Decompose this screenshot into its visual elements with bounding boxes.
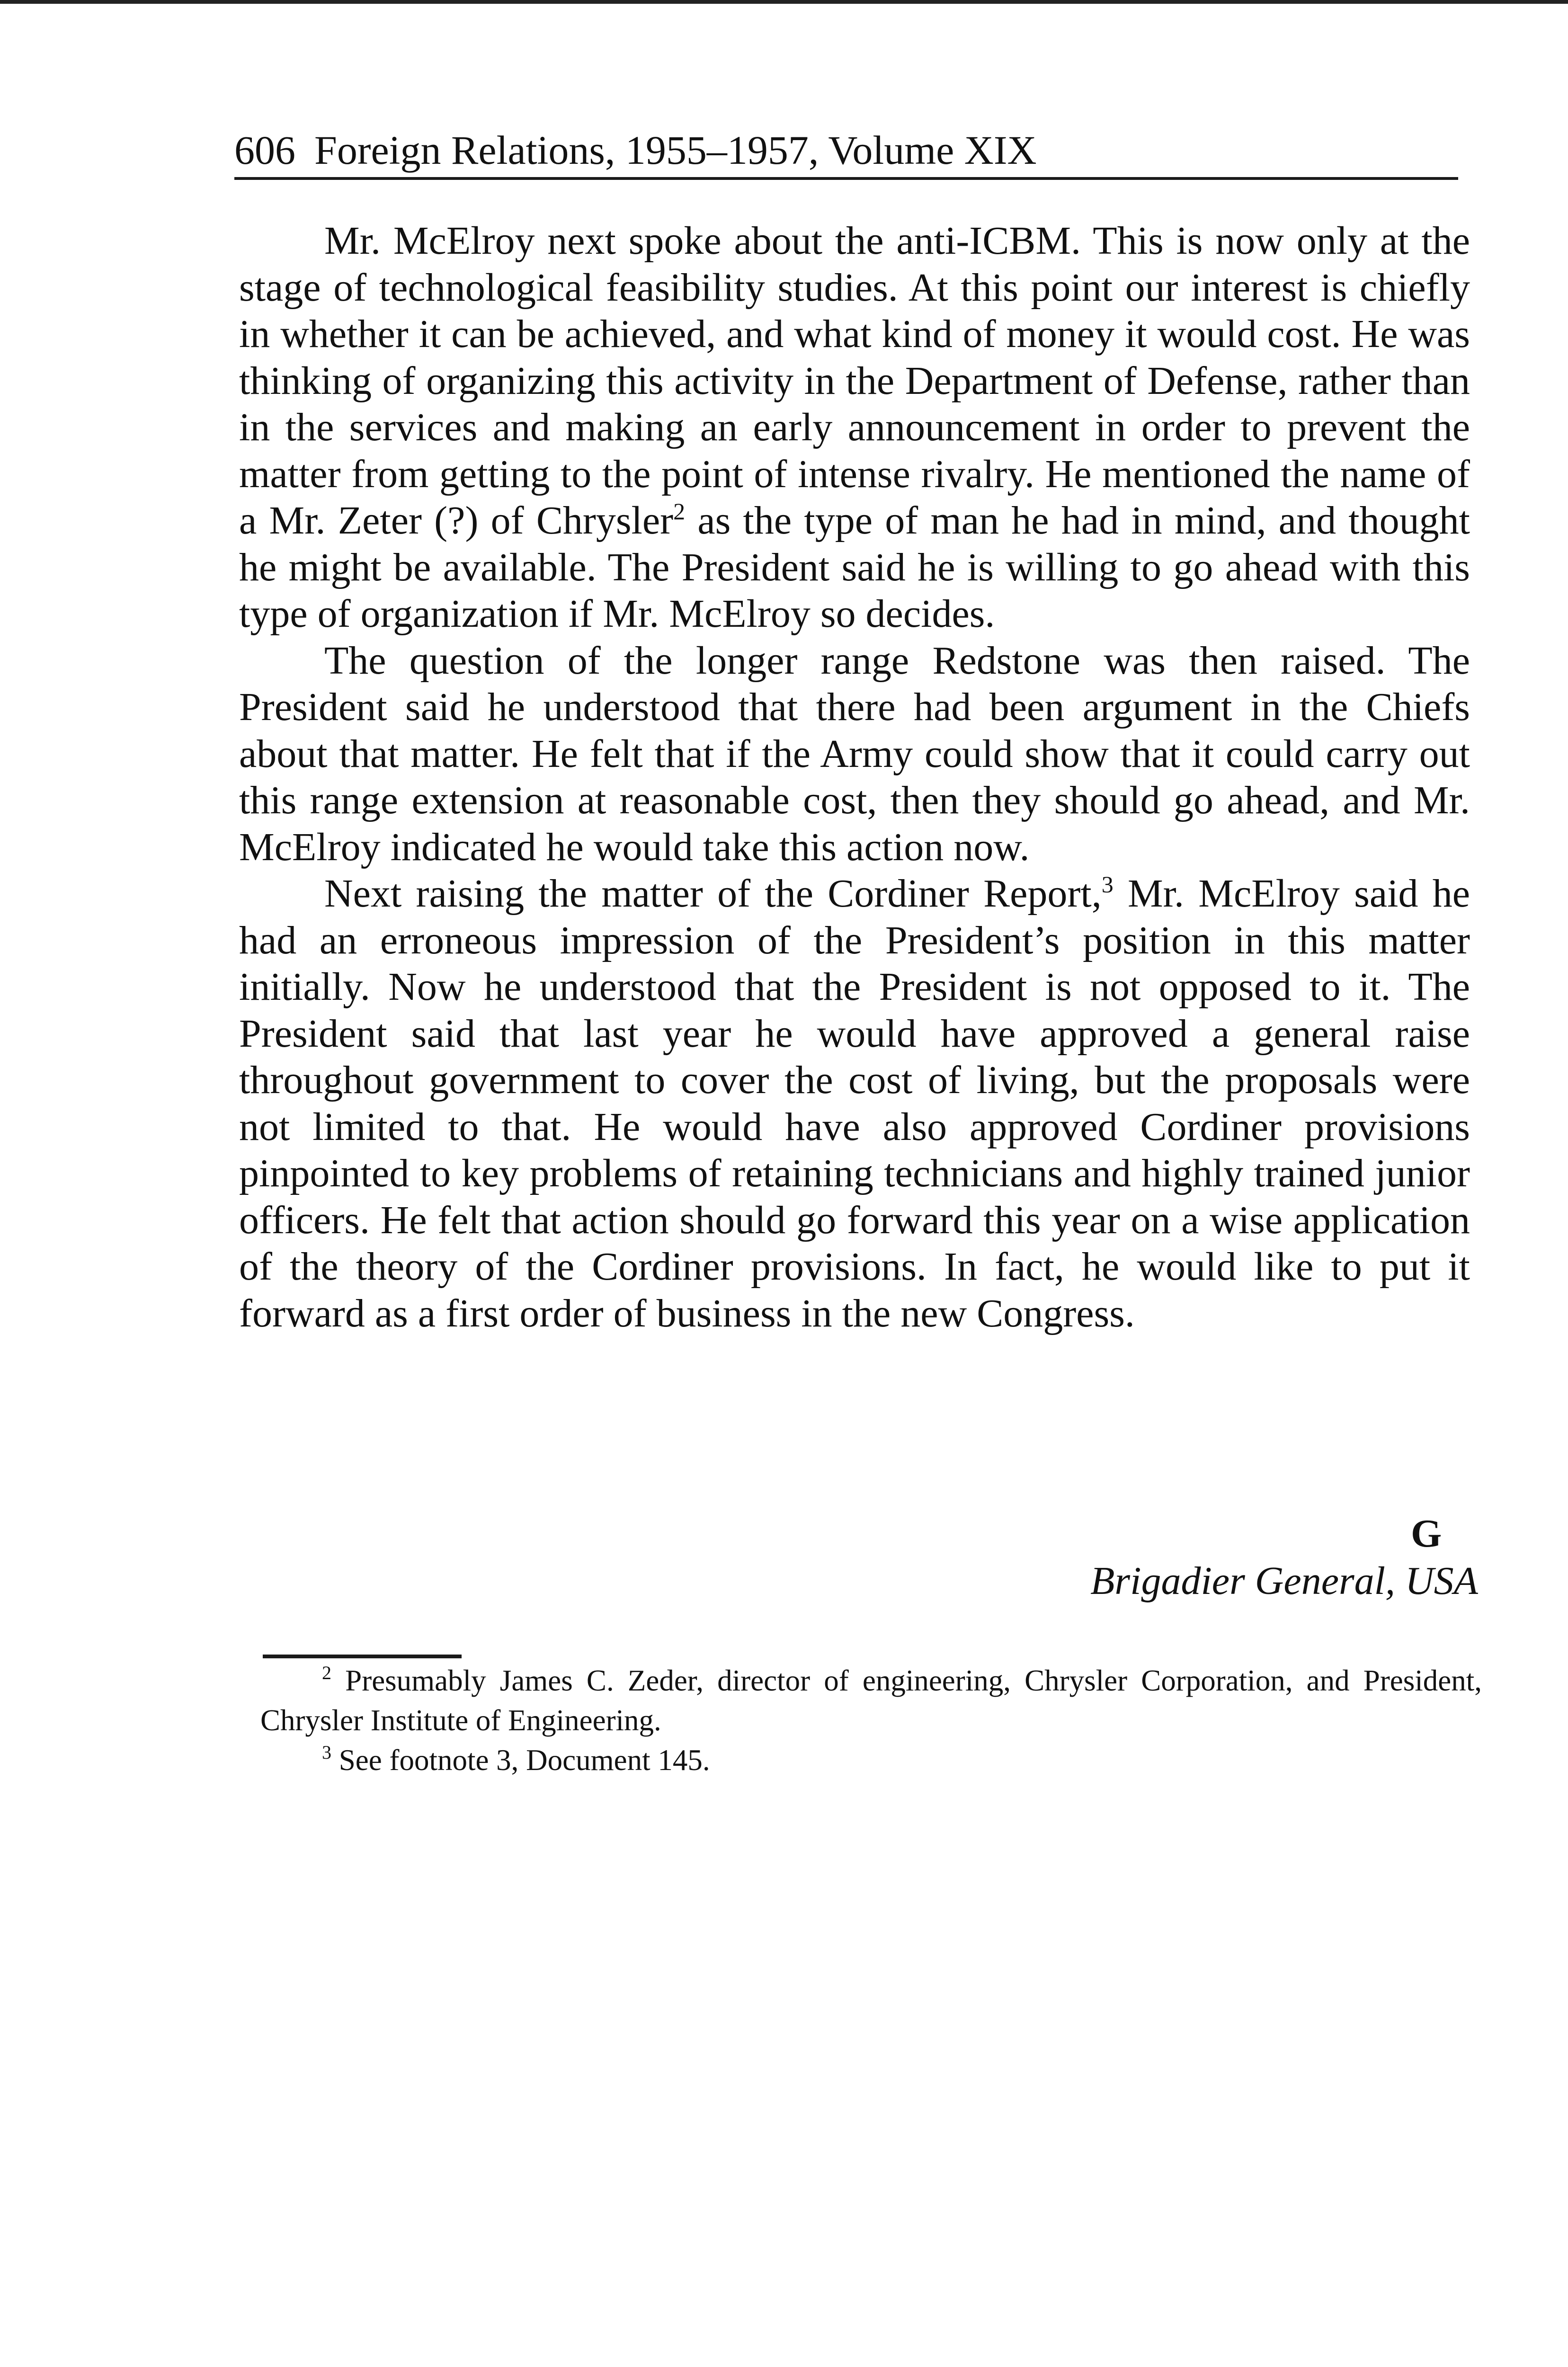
paragraph-redstone <box>239 638 1470 871</box>
header-text <box>234 124 1037 176</box>
footnote-divider <box>263 1655 462 1658</box>
footnote-2 <box>260 1661 1482 1740</box>
paragraph-text: Next raising the matter of the Cordiner Report, <box>324 872 1102 916</box>
footnotes <box>260 1661 1482 1780</box>
volume-title: Foreign Relations, 1955–1957, Volume XIX <box>314 127 1037 173</box>
paragraph-text: Mr. McElroy next spoke about the anti-ICBM. This is now only at the stage of technological feasibility studies. At this point our interest is chiefly in whether it can be achieved, and what kind of money it would cost. He was thinking of organizing this activity in the Department of Defense, rather than in the services and making an early announcement in order to prevent the matter from getting to the point of intense rivalry. He mentioned the name of a Mr. Zeter (?) of Chrysler <box>239 219 1470 543</box>
paragraph-text: as the type of man he had in mind, and thought he might be available. The President said he is willing to go ahead with this type of organization if Mr. McElroy so decides. <box>239 498 1470 636</box>
page-top-edge <box>0 0 1568 4</box>
document-body <box>239 218 1470 1337</box>
signature-title: Brigadier General, USA <box>1090 1559 1478 1603</box>
paragraph-text: Mr. McElroy said he had an erroneous impression of the President’s position in this matter initially. Now he understood that the President is not opposed to it. The President said that last year he would have approved a general raise throughout government to cover the cost of living, but the proposals were not limited to that. He would have also approved Cordiner provisions pinpointed to key problems of retaining technicians and highly trained junior officers. He felt that action should go forward this year on a wise application of the theory of the Cordiner provisions. In fact, he would like to put it forward as a first order of business in the new Congress. <box>239 872 1470 1335</box>
footnote-text: See footnote 3, Document 145. <box>339 1744 710 1777</box>
footnote-marker: 2 <box>322 1662 331 1683</box>
paragraph-anti-icbm <box>239 218 1470 638</box>
footnote-ref-3: 3 <box>1101 871 1114 898</box>
running-header <box>234 124 1458 180</box>
footnote-text: Presumably James C. Zeder, director of engineering, Chrysler Corporation, and President, Chrysler Institute of Engineering. <box>260 1664 1482 1737</box>
page-number: 606 <box>234 127 295 173</box>
paragraph-text: The question of the longer range Redstone was then raised. The President said he understood that there had been argument in the Chiefs about that matter. He felt that if the Army could show that it could carry out this range extension at reasonable cost, then they should go ahead, and Mr. McElroy indicated he would take this action now. <box>239 638 1470 869</box>
footnote-marker: 3 <box>322 1742 331 1763</box>
paragraph-cordiner <box>239 871 1470 1337</box>
footnote-ref-2: 2 <box>673 498 686 525</box>
footnote-3 <box>260 1740 1482 1780</box>
signature-initial: G <box>1411 1512 1442 1556</box>
